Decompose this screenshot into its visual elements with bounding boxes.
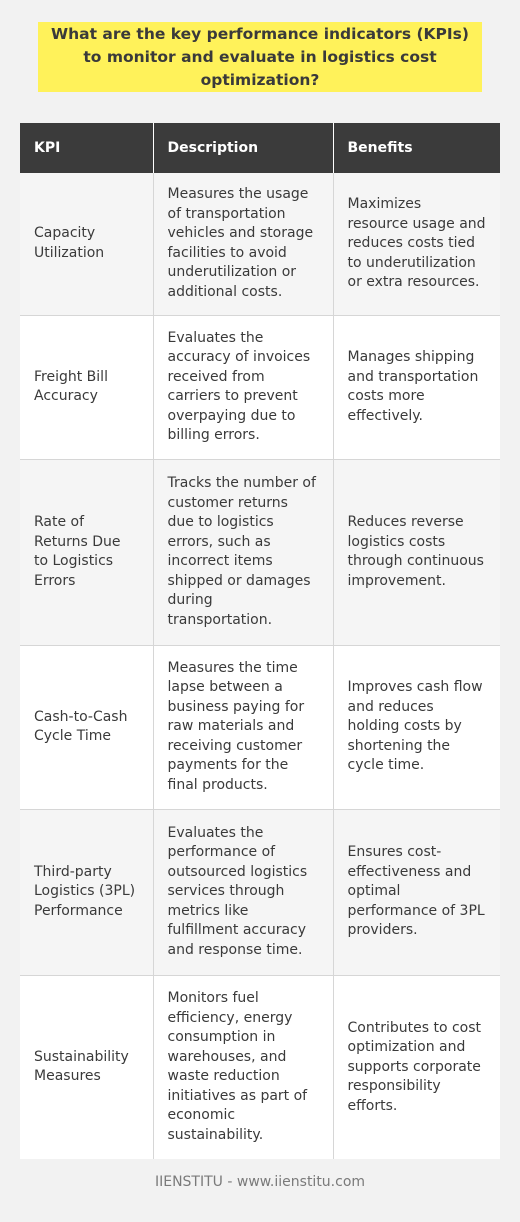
- kpi-table: [20, 123, 500, 1159]
- table-row: [20, 459, 500, 645]
- benefits-cell: Ensures cost-effectiveness and optimal performance of 3PL providers.: [333, 809, 500, 975]
- footer-credit: IIENSTITU - www.iienstitu.com: [154, 1174, 366, 1190]
- description-cell: Tracks the number of customer returns due to logistics errors, such as incorrect items shipped or damages during transportation.: [153, 459, 333, 645]
- benefits-cell: Manages shipping and transportation costs more effectively.: [333, 315, 500, 459]
- header-kpi: KPI: [20, 123, 153, 173]
- description-cell: Monitors fuel efficiency, energy consumption in warehouses, and waste reduction initiatives as part of economic sustainability.: [153, 975, 333, 1159]
- benefits-cell: Reduces reverse logistics costs through continuous improvement.: [333, 459, 500, 645]
- table-row: [20, 173, 500, 315]
- kpi-cell: Cash-to-Cash Cycle Time: [20, 645, 153, 809]
- table-row: [20, 315, 500, 459]
- kpi-cell: Freight Bill Accuracy: [20, 315, 153, 459]
- description-cell: Evaluates the performance of outsourced logistics services through metrics like fulfillment accuracy and response time.: [153, 809, 333, 975]
- kpi-cell: Third-party Logistics (3PL) Performance: [20, 809, 153, 975]
- benefits-cell: Maximizes resource usage and reduces costs tied to underutilization or extra resources.: [333, 173, 500, 315]
- kpi-cell: Capacity Utilization: [20, 173, 153, 315]
- table-row: [20, 975, 500, 1159]
- page-title: What are the key performance indicators (KPIs) to monitor and evaluate in logistics cost optimization?: [51, 24, 469, 89]
- header-description: Description: [153, 123, 333, 173]
- table-header-row: [20, 123, 500, 173]
- description-cell: Evaluates the accuracy of invoices received from carriers to prevent overpaying due to billing errors.: [153, 315, 333, 459]
- table-row: [20, 645, 500, 809]
- benefits-cell: Improves cash flow and reduces holding costs by shortening the cycle time.: [333, 645, 500, 809]
- kpi-cell: Rate of Returns Due to Logistics Errors: [20, 459, 153, 645]
- benefits-cell: Contributes to cost optimization and supports corporate responsibility efforts.: [333, 975, 500, 1159]
- kpi-cell: Sustainability Measures: [20, 975, 153, 1159]
- title-banner: [38, 22, 482, 92]
- header-benefits: Benefits: [333, 123, 500, 173]
- table-row: [20, 809, 500, 975]
- description-cell: Measures the usage of transportation vehicles and storage facilities to avoid underutilization or additional costs.: [153, 173, 333, 315]
- description-cell: Measures the time lapse between a business paying for raw materials and receiving customer payments for the final products.: [153, 645, 333, 809]
